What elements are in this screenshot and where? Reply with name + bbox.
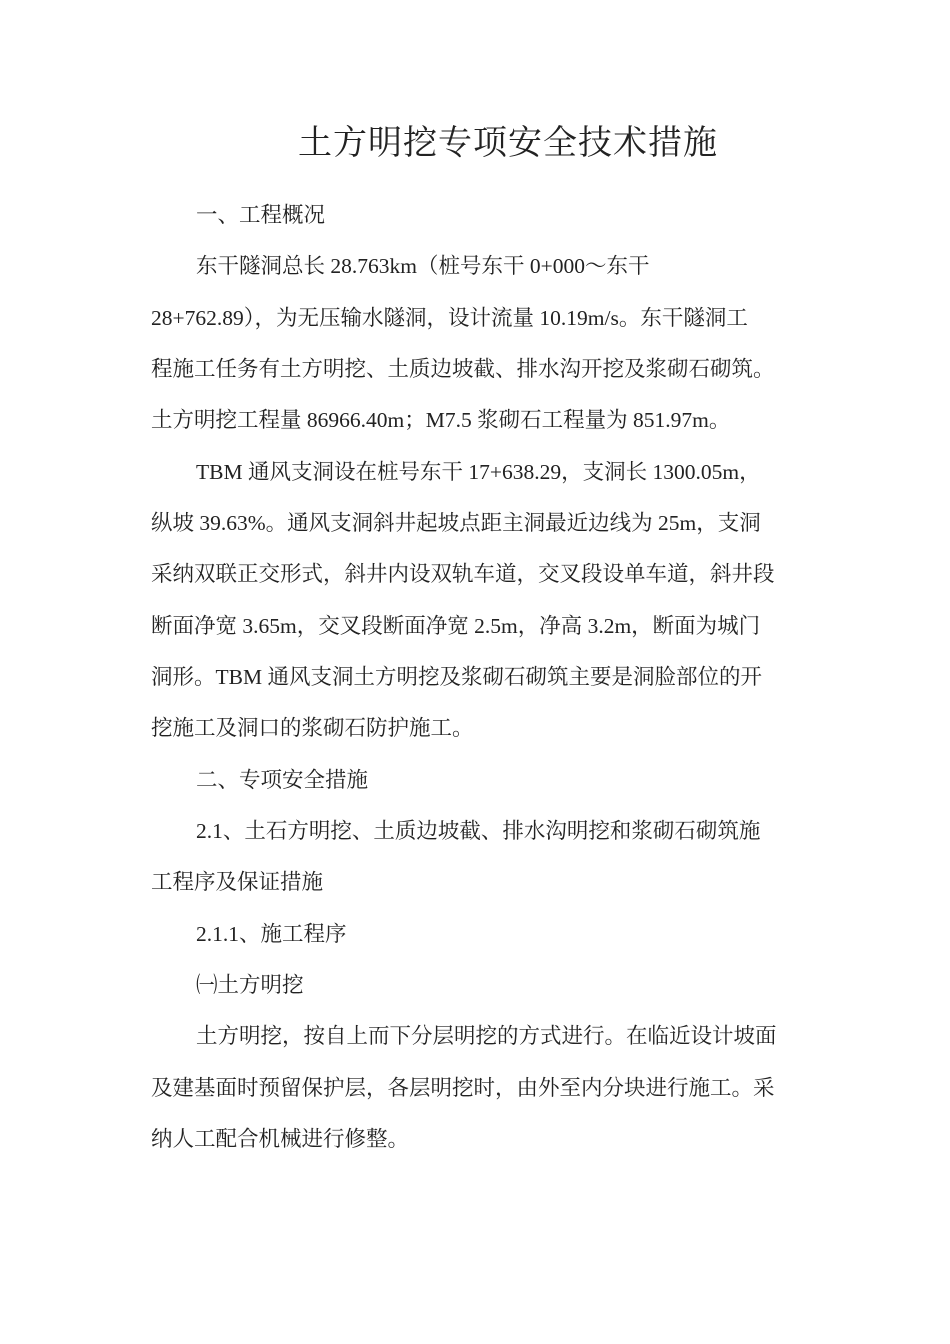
section-heading: 一、工程概况 <box>196 203 326 227</box>
paragraph-line: 土方明挖工程量 86966.40m；M7.5 浆砌石工程量为 851.97m。 <box>151 408 731 432</box>
subsection-heading: 2.1.1、施工程序 <box>196 922 347 946</box>
paragraph-line: 土方明挖，按自上而下分层明挖的方式进行。在临近设计坡面 <box>196 1024 777 1048</box>
paragraph-line: 洞形。TBM 通风支洞土方明挖及浆砌石砌筑主要是洞脸部位的开 <box>151 665 762 689</box>
subsection-heading: 2.1、土石方明挖、土质边坡截、排水沟明挖和浆砌石砌筑施 <box>196 819 761 843</box>
paragraph-line: 28+762.89），为无压输水隧洞，设计流量 10.19m/s。东干隧洞工 <box>151 306 748 330</box>
paragraph-line: 东干隧洞总长 28.763km（桩号东干 0+000～东干 <box>196 254 650 278</box>
item-heading: ㈠土方明挖 <box>196 973 304 997</box>
paragraph-line: 断面净宽 3.65m，交叉段断面净宽 2.5m，净高 3.2m，断面为城门 <box>151 614 761 638</box>
paragraph-line: 采纳双联正交形式，斜井内设双轨车道，交叉段设单车道，斜井段 <box>151 562 775 586</box>
subsection-heading: 工程序及保证措施 <box>151 870 324 894</box>
paragraph-line: 纳人工配合机械进行修整。 <box>151 1127 410 1151</box>
paragraph-line: 及建基面时预留保护层，各层明挖时，由外至内分块进行施工。采 <box>151 1076 775 1100</box>
paragraph-line: 挖施工及洞口的浆砌石防护施工。 <box>151 716 474 740</box>
paragraph-line: TBM 通风支洞设在桩号东干 17+638.29，支洞长 1300.05m， <box>196 460 761 484</box>
paragraph-line: 程施工任务有土方明挖、土质边坡截、排水沟开挖及浆砌石砌筑。 <box>151 357 775 381</box>
document-title: 土方明挖专项安全技术措施 <box>298 125 718 162</box>
paragraph-line: 纵坡 39.63%。通风支洞斜井起坡点距主洞最近边线为 25m，支洞 <box>151 511 761 535</box>
section-heading: 二、专项安全措施 <box>196 768 369 792</box>
